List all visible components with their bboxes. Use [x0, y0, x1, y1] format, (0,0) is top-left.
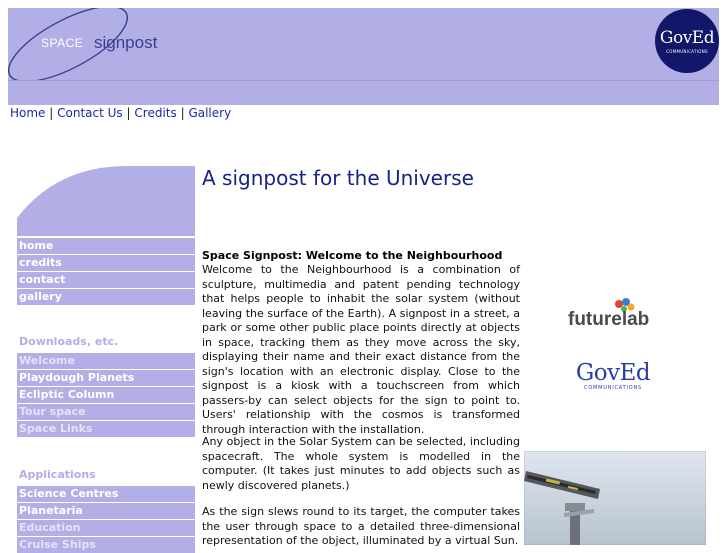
sidebar-curve-decoration	[17, 166, 195, 236]
sidebar-item-education[interactable]: Education	[17, 520, 195, 536]
badge-subtitle: COMMUNICATIONS	[666, 49, 708, 54]
applications-heading: Applications	[19, 468, 96, 481]
sidebar-item-credits[interactable]: credits	[17, 255, 195, 271]
badge-title: GovEd	[659, 28, 715, 48]
goved-badge-logo[interactable]	[655, 9, 719, 73]
sidebar-item-ecliptic-column[interactable]: Ecliptic Column	[17, 387, 195, 403]
sidebar-item-contact[interactable]: contact	[17, 272, 195, 288]
nav-link-credits[interactable]: Credits	[134, 106, 177, 120]
sidebar-item-space-links[interactable]: Space Links	[17, 421, 195, 437]
sidebar-item-tour-space[interactable]: Tour space	[17, 404, 195, 420]
sidebar-item-gallery[interactable]: gallery	[17, 289, 195, 305]
nav-link-home[interactable]: Home	[10, 106, 46, 120]
space-signpost-logo[interactable]	[8, 8, 208, 80]
nav-separator: |	[49, 106, 54, 120]
paragraph-intro: Welcome to the Neighbourhood is a combination of sculpture, multimedia and patent pending technology that helps people to inhabit the solar system (without leaving the surface of the Earth). A signpost in a street, a park or some other public place points directly at objects in space, tracking them as they move across the sky, displaying their name and their exact distance from the sign's location with an electronic display. Close to the signpost is a kiosk with a touchscreen from which passers-by can select objects for the sign to point to. Users' relationship with the cosmos is transformed through interaction with the installation.	[202, 263, 520, 436]
sidebar-item-planetaria[interactable]: Planetaria	[17, 503, 195, 519]
goved-logo-text: GovEd	[575, 360, 651, 386]
signpost-photo	[524, 451, 706, 545]
sidebar-item-welcome[interactable]: Welcome	[17, 353, 195, 369]
paragraph-objects: Any object in the Solar System can be selected, including spacecraft. The whole system is modelled in the computer. (It takes just minutes to add objects such as newly discovered planets.)	[202, 435, 520, 492]
futurelab-text: futurelab	[568, 309, 650, 330]
nav-link-gallery[interactable]: Gallery	[188, 106, 232, 120]
paragraph-slew: As the sign slews round to its target, the computer takes the user through space to a detailed three-dimensional representation of the object, illuminated by a virtual Sun.	[202, 505, 520, 547]
sidebar-item-science-centres[interactable]: Science Centres	[17, 486, 195, 502]
nav-separator: |	[180, 106, 185, 120]
top-nav	[10, 106, 231, 120]
sidebar-item-playdough-planets[interactable]: Playdough Planets	[17, 370, 195, 386]
sidebar-item-cruise-ships[interactable]: Cruise Ships	[17, 537, 195, 553]
page-title: A signpost for the Universe	[202, 166, 474, 190]
goved-logo[interactable]	[568, 361, 658, 391]
futurelab-logo[interactable]	[565, 296, 669, 336]
nav-link-contact[interactable]: Contact Us	[57, 106, 123, 120]
logo-space-text: SPACE	[41, 36, 84, 50]
downloads-heading: Downloads, etc.	[19, 335, 119, 348]
header-strip	[8, 80, 719, 105]
logo-signpost-text: signpost	[94, 33, 158, 52]
goved-logo-subtext: COMMUNICATIONS	[583, 385, 643, 391]
article-subtitle: Space Signpost: Welcome to the Neighbourhood	[202, 249, 503, 262]
nav-separator: |	[126, 106, 131, 120]
sidebar-item-home[interactable]: home	[17, 238, 195, 254]
